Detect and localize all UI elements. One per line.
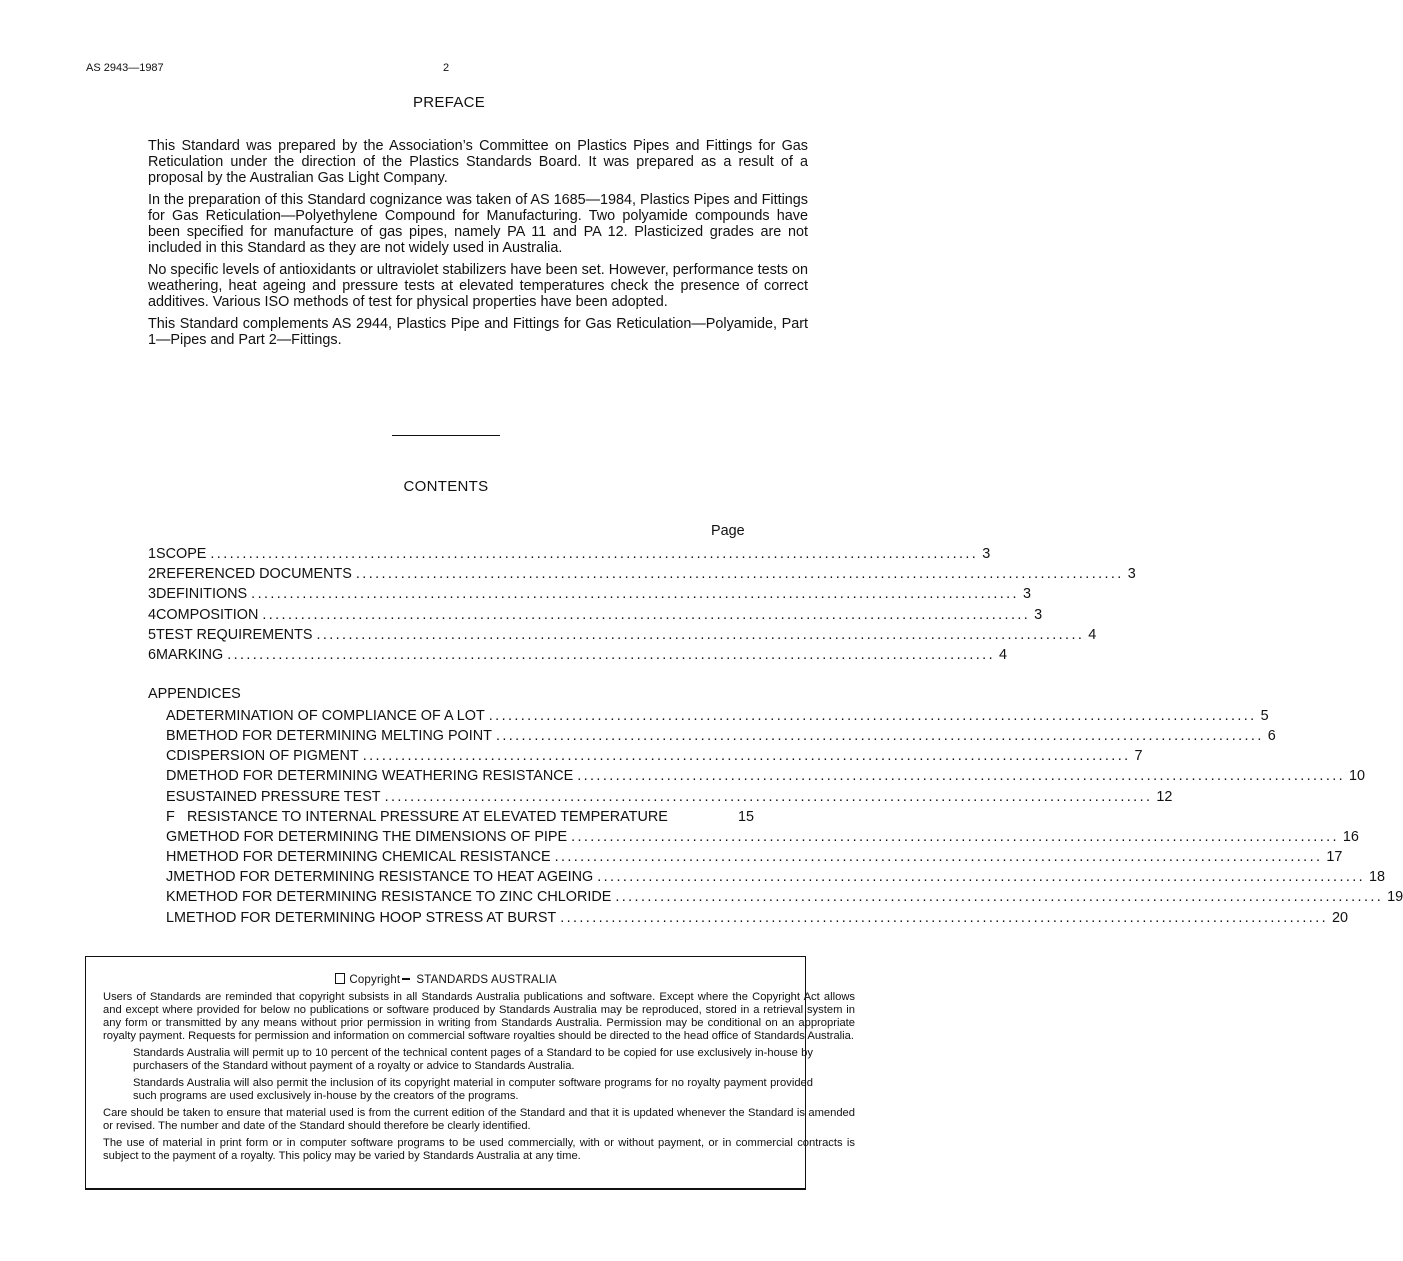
appendix-page: 12 — [1156, 789, 1173, 805]
appendix-page: 5 — [1260, 708, 1269, 724]
appendix-letter: K — [166, 889, 176, 905]
appendix-label: SUSTAINED PRESSURE TEST — [175, 789, 381, 805]
preface-title: PREFACE — [412, 94, 486, 111]
toc-leader: ........................................................................................................................ — [554, 849, 1323, 865]
toc-entry-label: SCOPE — [156, 546, 207, 562]
toc-entry — [148, 545, 991, 563]
toc-leader: ........................................................................................................................ — [615, 889, 1384, 905]
toc-entry — [148, 646, 1007, 664]
preface-paragraph: This Standard was prepared by the Association’s Committee on Plastics Pipes and Fittings for Gas Reticulation under the direction of the Plastics Standards Board. It was prepared as a result of a proposal by the Australian Gas Light Company. — [148, 138, 808, 186]
appendix-label: METHOD FOR DETERMINING MELTING POINT — [175, 728, 492, 744]
copyright-paragraph: Users of Standards are reminded that copyright subsists in all Standards Australia publications and software. Except where the Copyright Act allows and except where provided for below no publications or software produced by Standards Australia may be reproduced, stored in a retrieval system in any form or transmitted by any means without prior permission in writing from Standards Australia. Permission may be conditional on an appropriate royalty payment. Requests for permission and information on commercial software royalties should be directed to the head office of Standards Australia. — [103, 991, 855, 1042]
appendix-page: 7 — [1134, 748, 1143, 764]
toc-leader: ........................................................................................................................ — [577, 768, 1346, 784]
toc-entry-number: 1 — [148, 546, 157, 562]
appendix-entry — [166, 848, 1343, 866]
toc-leader: ........................................................................................................................ — [227, 647, 995, 663]
preface-paragraph: In the preparation of this Standard cognizance was taken of AS 1685—1984, Plastics Pipes and Fittings for Gas Reticulation—Polyethylene Compound for Manufacturing. Two polyamide compounds have been specified for manufacture of gas pipes, namely PA 11 and PA 12. Plasticized grades are not included in this Standard as they are not widely used in Australia. — [148, 192, 808, 256]
toc-leader: ........................................................................................................................ — [316, 627, 1085, 643]
copyright-paragraph: Standards Australia will also permit the inclusion of its copyright material in computer software programs for no royalty payment provided such programs are used exclusively in-house by the creators of the programs. — [133, 1077, 813, 1102]
toc-entry-number: 3 — [148, 586, 157, 602]
appendix-entry — [166, 909, 1349, 927]
toc-entry-label: TEST REQUIREMENTS — [156, 627, 313, 643]
toc-entry — [148, 585, 1031, 603]
appendix-entry — [166, 868, 1386, 886]
toc-entry-page: 3 — [982, 546, 991, 562]
toc-entry-label: MARKING — [156, 647, 224, 663]
appendix-letter: F — [166, 809, 175, 825]
appendix-page: 16 — [1342, 829, 1359, 845]
preface-paragraph: This Standard complements AS 2944, Plastics Pipe and Fittings for Gas Reticulation—Polyamide, Part 1—Pipes and Part 2—Fittings. — [148, 316, 808, 348]
toc-entry-page: 4 — [998, 647, 1007, 663]
appendix-page: 19 — [1387, 889, 1403, 905]
toc-entry — [148, 626, 1097, 644]
toc-entry-label: REFERENCED DOCUMENTS — [156, 566, 352, 582]
toc-entry-page: 4 — [1088, 627, 1097, 643]
toc-entry-label: COMPOSITION — [156, 607, 259, 623]
copyright-paragraph: Standards Australia will permit up to 10 percent of the technical content pages of a Standard to be copied for use exclusively in-house by purchasers of the Standard without payment of a royalty or advice to Standards Australia. — [133, 1047, 813, 1072]
toc-entry-number: 6 — [148, 647, 157, 663]
appendix-letter: B — [166, 728, 176, 744]
toc-leader: ........................................................................................................................ — [251, 586, 1019, 602]
toc-leader: ........................................................................................................................ — [560, 910, 1328, 926]
toc-entry-page: 3 — [1127, 566, 1136, 582]
appendix-label: METHOD FOR DETERMINING RESISTANCE TO HEAT AGEING — [173, 869, 594, 885]
appendix-letter: A — [166, 708, 176, 724]
appendix-page: 10 — [1349, 768, 1366, 784]
toc-leader: ........................................................................................................................ — [355, 566, 1124, 582]
appendix-page: 20 — [1332, 910, 1349, 926]
toc-entry-number: 4 — [148, 607, 157, 623]
appendices-heading: APPENDICES — [148, 686, 241, 702]
toc-leader: ........................................................................................................................ — [210, 546, 979, 562]
appendix-entry — [166, 888, 1403, 906]
copyright-paragraph: Care should be taken to ensure that material used is from the current edition of the Standard and that it is updated whenever the Standard is amended or revised. The number and date of the Standard should therefore be clearly identified. — [103, 1107, 855, 1132]
toc-leader: ........................................................................................................................ — [488, 708, 1257, 724]
appendix-letter: E — [166, 789, 176, 805]
toc-leader: ........................................................................................................................ — [362, 748, 1131, 764]
toc-entry-number: 5 — [148, 627, 157, 643]
toc-leader: ........................................................................................................................ — [262, 607, 1031, 623]
appendix-label: METHOD FOR DETERMINING WEATHERING RESISTANCE — [176, 768, 574, 784]
appendix-label: RESISTANCE TO INTERNAL PRESSURE AT ELEVATED TEMPERATURE — [187, 809, 668, 825]
preface-body — [148, 138, 808, 354]
document-id: AS 2943—1987 — [86, 62, 164, 74]
copyright-notice — [103, 991, 855, 1167]
contents-title: CONTENTS — [403, 478, 489, 495]
toc-leader: ........................................................................................................................ — [384, 789, 1153, 805]
appendix-entry — [166, 727, 1276, 745]
toc-leader: ........................................................................................................................ — [495, 728, 1264, 744]
toc-entry-label: DEFINITIONS — [156, 586, 248, 602]
toc-entry-page: 3 — [1034, 607, 1043, 623]
appendix-label: DISPERSION OF PIGMENT — [176, 748, 359, 764]
appendix-page: 18 — [1369, 869, 1386, 885]
copyright-paragraph: The use of material in print form or in computer software programs to be used commercially, with or without payment, or in commercial contracts is subject to the payment of a royalty. This policy may be varied by Standards Australia at any time. — [103, 1137, 855, 1162]
toc-leader: ........................................................................................................................ — [571, 829, 1339, 845]
appendix-entry — [166, 767, 1366, 785]
appendix-label: METHOD FOR DETERMINING HOOP STRESS AT BURST — [174, 910, 557, 926]
appendix-letter: G — [166, 829, 178, 845]
copyright-symbol-icon — [335, 973, 345, 984]
appendix-label: METHOD FOR DETERMINING THE DIMENSIONS OF PIPE — [177, 829, 568, 845]
appendix-entry — [166, 747, 1143, 765]
copyright-label: Copyright — [349, 974, 401, 986]
appendix-label: METHOD FOR DETERMINING CHEMICAL RESISTANCE — [176, 849, 551, 865]
appendix-page: 17 — [1326, 849, 1343, 865]
appendix-letter: H — [166, 849, 177, 865]
toc-leader: ........................................................................................................................ — [597, 869, 1366, 885]
appendix-letter: L — [166, 910, 175, 926]
appendix-letter: C — [166, 748, 177, 764]
toc-entry — [148, 606, 1043, 624]
toc-entry — [148, 565, 1136, 583]
page-column-heading: Page — [711, 523, 745, 539]
page-number: 2 — [442, 62, 450, 74]
copyright-owner: STANDARDS AUSTRALIA — [416, 974, 557, 986]
toc-entry-page: 3 — [1022, 586, 1031, 602]
appendix-label: DETERMINATION OF COMPLIANCE OF A LOT — [175, 708, 485, 724]
appendix-letter: D — [166, 768, 177, 784]
appendix-entry — [166, 828, 1359, 846]
appendix-label: METHOD FOR DETERMINING RESISTANCE TO ZINC CHLORIDE — [175, 889, 612, 905]
dash-icon — [402, 978, 410, 980]
appendix-page: 6 — [1267, 728, 1276, 744]
copyright-title — [0, 973, 892, 986]
section-divider — [392, 435, 500, 436]
toc-entry-number: 2 — [148, 566, 157, 582]
appendix-letter: J — [166, 869, 174, 885]
appendix-entry — [166, 808, 754, 826]
appendix-entry — [166, 707, 1269, 725]
preface-paragraph: No specific levels of antioxidants or ultraviolet stabilizers have been set. However, performance tests on weathering, heat ageing and pressure tests at elevated temperatures check the presence of correct additives. Various ISO methods of test for physical properties have been adopted. — [148, 262, 808, 310]
appendix-page: 15 — [737, 809, 754, 825]
appendix-entry — [166, 788, 1173, 806]
